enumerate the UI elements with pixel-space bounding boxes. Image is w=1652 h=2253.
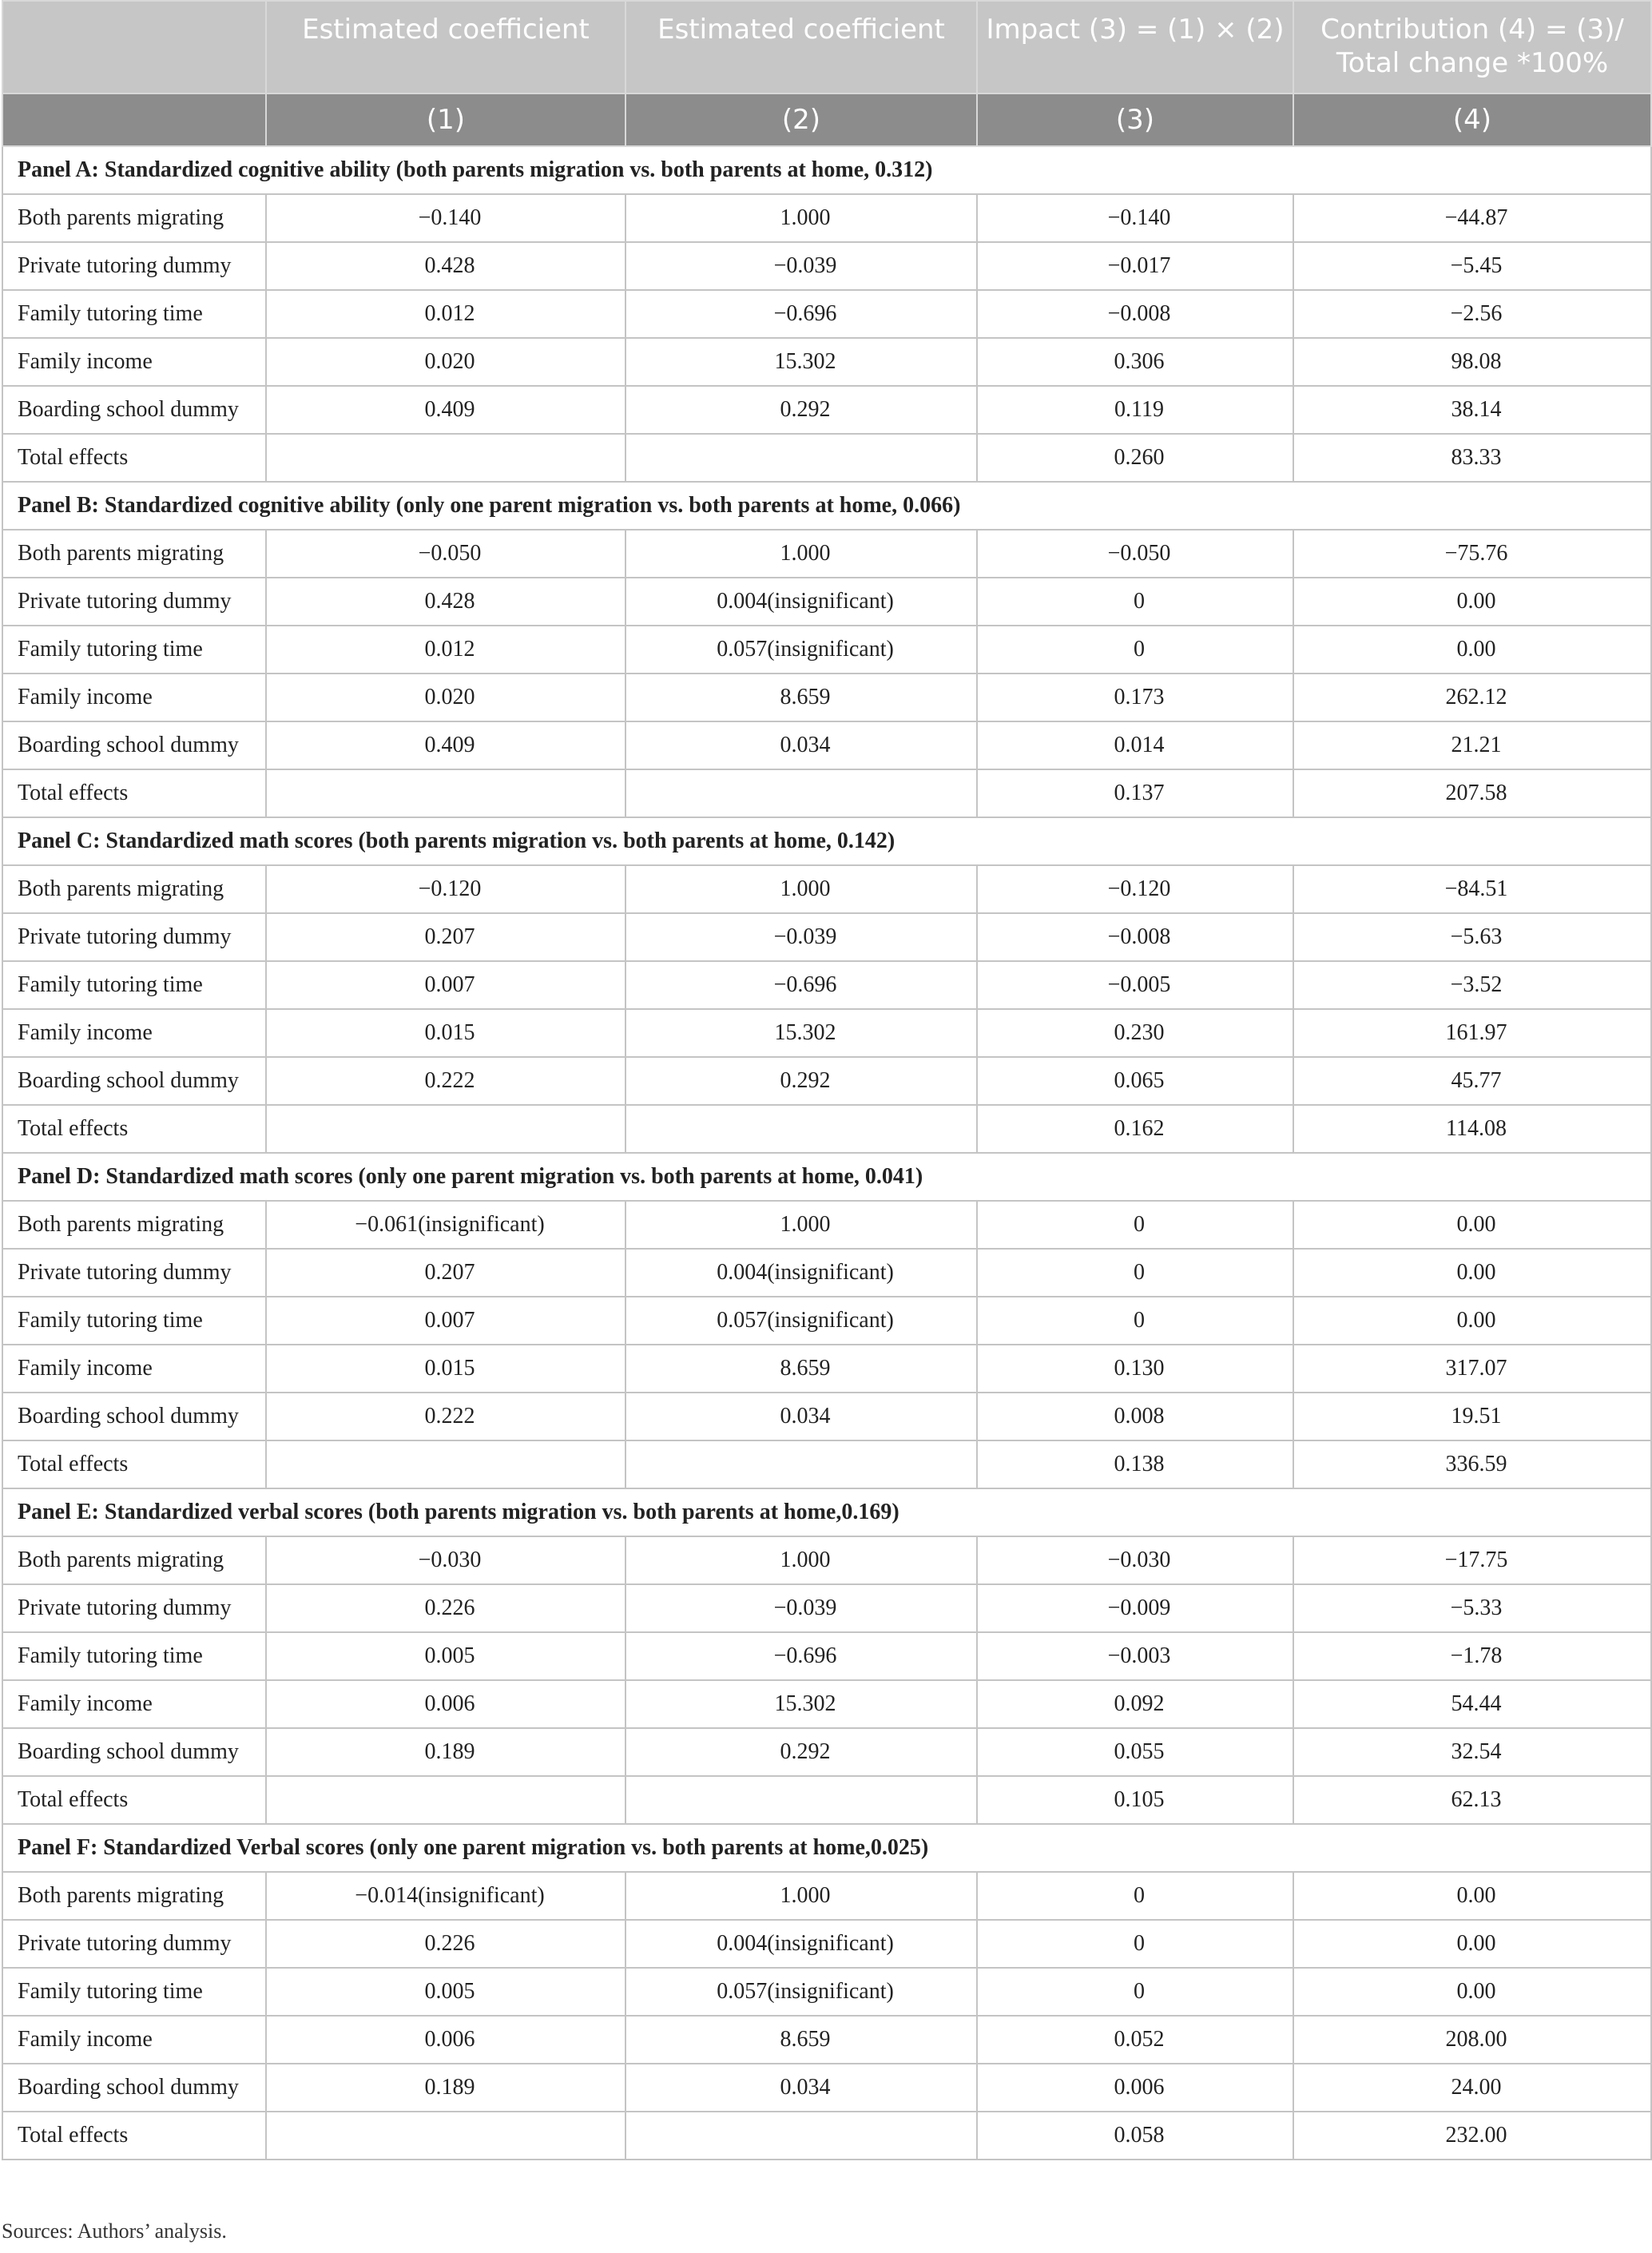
row-label: Boarding school dummy [2, 386, 266, 434]
coef-1-cell: 0.222 [266, 1057, 625, 1105]
contribution-cell: −5.45 [1293, 242, 1651, 290]
impact-cell: 0.058 [977, 2112, 1293, 2160]
table-row [2, 1728, 1651, 1776]
contribution-cell: 0.00 [1293, 1872, 1651, 1920]
table-row [2, 626, 1651, 674]
coef-2-cell [625, 1440, 977, 1488]
coef-1-cell: 0.020 [266, 338, 625, 386]
row-label: Private tutoring dummy [2, 913, 266, 961]
table-row [2, 1920, 1651, 1968]
contribution-cell: 62.13 [1293, 1776, 1651, 1824]
coef-2-cell: −0.039 [625, 913, 977, 961]
contribution-cell: −44.87 [1293, 194, 1651, 242]
coef-2-cell: 15.302 [625, 1009, 977, 1057]
contribution-cell: −3.52 [1293, 961, 1651, 1009]
row-label: Boarding school dummy [2, 1393, 266, 1440]
header-num-3: (3) [977, 93, 1293, 146]
coef-2-cell: 0.004(insignificant) [625, 1249, 977, 1297]
coef-1-cell: 0.226 [266, 1920, 625, 1968]
header-cell-contribution: Contribution (4) = (3)/ Total change *100% [1293, 1, 1651, 93]
coef-1-cell: 0.020 [266, 674, 625, 721]
header-row-titles [2, 1, 1651, 93]
header-num-empty [2, 93, 266, 146]
row-label: Family income [2, 1680, 266, 1728]
impact-cell: 0.130 [977, 1345, 1293, 1393]
coef-1-cell [266, 2112, 625, 2160]
header-cell-coef-1: Estimated coefficient [266, 1, 625, 93]
coef-2-cell: 1.000 [625, 1201, 977, 1249]
coef-1-cell: −0.050 [266, 530, 625, 578]
coef-2-cell: −0.039 [625, 242, 977, 290]
row-label: Family tutoring time [2, 1632, 266, 1680]
row-label: Both parents migrating [2, 865, 266, 913]
panel-title-row [2, 1153, 1651, 1201]
panel-title-row [2, 1824, 1651, 1872]
contribution-cell: 262.12 [1293, 674, 1651, 721]
coef-2-cell: 1.000 [625, 194, 977, 242]
contribution-cell: 0.00 [1293, 626, 1651, 674]
impact-cell: −0.005 [977, 961, 1293, 1009]
impact-cell: −0.003 [977, 1632, 1293, 1680]
coef-1-cell: 0.409 [266, 721, 625, 769]
contribution-cell: 336.59 [1293, 1440, 1651, 1488]
impact-cell: 0 [977, 1872, 1293, 1920]
panel-title-row [2, 146, 1651, 194]
table-row [2, 1680, 1651, 1728]
coef-1-cell [266, 1776, 625, 1824]
coef-2-cell [625, 1776, 977, 1824]
contribution-cell: −5.63 [1293, 913, 1651, 961]
contribution-cell: 0.00 [1293, 1201, 1651, 1249]
impact-cell: 0 [977, 1968, 1293, 2016]
contribution-cell: −17.75 [1293, 1536, 1651, 1584]
row-label: Private tutoring dummy [2, 578, 266, 626]
table-row [2, 1440, 1651, 1488]
table-row [2, 386, 1651, 434]
panel-title: Panel B: Standardized cognitive ability (only one parent migration vs. both parents at home, 0.066) [2, 482, 1651, 530]
coef-1-cell [266, 1440, 625, 1488]
table-row [2, 242, 1651, 290]
row-label: Private tutoring dummy [2, 1249, 266, 1297]
coef-2-cell: 1.000 [625, 530, 977, 578]
contribution-cell: 32.54 [1293, 1728, 1651, 1776]
contribution-cell: 54.44 [1293, 1680, 1651, 1728]
coef-1-cell: 0.226 [266, 1584, 625, 1632]
coef-1-cell: 0.005 [266, 1632, 625, 1680]
table-row [2, 1201, 1651, 1249]
row-label: Private tutoring dummy [2, 1920, 266, 1968]
row-label: Family tutoring time [2, 1968, 266, 2016]
row-label: Family tutoring time [2, 290, 266, 338]
coef-2-cell: −0.696 [625, 1632, 977, 1680]
row-label: Family tutoring time [2, 626, 266, 674]
coef-2-cell: 0.057(insignificant) [625, 626, 977, 674]
header-row-numbers [2, 93, 1651, 146]
impact-cell: 0.008 [977, 1393, 1293, 1440]
impact-cell: −0.140 [977, 194, 1293, 242]
coef-1-cell: 0.189 [266, 1728, 625, 1776]
coef-1-cell: 0.006 [266, 1680, 625, 1728]
contribution-cell: 45.77 [1293, 1057, 1651, 1105]
coef-2-cell: 15.302 [625, 338, 977, 386]
impact-cell: 0.138 [977, 1440, 1293, 1488]
row-label: Family tutoring time [2, 961, 266, 1009]
impact-cell: 0.052 [977, 2016, 1293, 2064]
coef-2-cell: 0.034 [625, 1393, 977, 1440]
table-row [2, 1297, 1651, 1345]
contribution-cell: 0.00 [1293, 1968, 1651, 2016]
row-label: Total effects [2, 434, 266, 482]
coef-2-cell [625, 769, 977, 817]
contribution-cell: 208.00 [1293, 2016, 1651, 2064]
table-row [2, 1009, 1651, 1057]
row-label: Family income [2, 1345, 266, 1393]
table-row [2, 530, 1651, 578]
header-cell-empty [2, 1, 266, 93]
contribution-cell: −2.56 [1293, 290, 1651, 338]
coef-2-cell [625, 1105, 977, 1153]
row-label: Both parents migrating [2, 1536, 266, 1584]
coef-1-cell: 0.189 [266, 2064, 625, 2112]
coef-1-cell: 0.428 [266, 242, 625, 290]
coef-2-cell: 0.004(insignificant) [625, 1920, 977, 1968]
row-label: Boarding school dummy [2, 1057, 266, 1105]
coef-1-cell: 0.207 [266, 913, 625, 961]
coef-1-cell: −0.030 [266, 1536, 625, 1584]
contribution-cell: 0.00 [1293, 578, 1651, 626]
contribution-cell: 161.97 [1293, 1009, 1651, 1057]
contribution-cell: 317.07 [1293, 1345, 1651, 1393]
contribution-cell: −1.78 [1293, 1632, 1651, 1680]
coef-2-cell: 0.057(insignificant) [625, 1297, 977, 1345]
impact-cell: 0 [977, 1249, 1293, 1297]
impact-cell: 0.055 [977, 1728, 1293, 1776]
coef-1-cell: 0.015 [266, 1345, 625, 1393]
row-label: Total effects [2, 1105, 266, 1153]
table-row [2, 1968, 1651, 2016]
table-row [2, 1345, 1651, 1393]
contribution-cell: −84.51 [1293, 865, 1651, 913]
coef-2-cell: 8.659 [625, 2016, 977, 2064]
impact-cell: 0.173 [977, 674, 1293, 721]
coef-1-cell: 0.005 [266, 1968, 625, 2016]
table-row [2, 865, 1651, 913]
row-label: Both parents migrating [2, 530, 266, 578]
impact-cell: 0.092 [977, 1680, 1293, 1728]
coef-1-cell: 0.409 [266, 386, 625, 434]
coef-1-cell [266, 434, 625, 482]
panel-title-row [2, 482, 1651, 530]
table-row [2, 578, 1651, 626]
coef-1-cell: 0.207 [266, 1249, 625, 1297]
contribution-cell: −75.76 [1293, 530, 1651, 578]
decomposition-table [2, 0, 1652, 2160]
table-row [2, 194, 1651, 242]
row-label: Total effects [2, 769, 266, 817]
coef-2-cell: 0.004(insignificant) [625, 578, 977, 626]
contribution-cell: 98.08 [1293, 338, 1651, 386]
header-num-2: (2) [625, 93, 977, 146]
impact-cell: 0.014 [977, 721, 1293, 769]
source-note: Sources: Authors’ analysis. [2, 2219, 227, 2243]
impact-cell: 0 [977, 1920, 1293, 1968]
table-row [2, 1776, 1651, 1824]
impact-cell: 0.306 [977, 338, 1293, 386]
coef-1-cell: 0.007 [266, 1297, 625, 1345]
coef-1-cell [266, 769, 625, 817]
row-label: Total effects [2, 1440, 266, 1488]
impact-cell: −0.017 [977, 242, 1293, 290]
table-row [2, 1105, 1651, 1153]
row-label: Family income [2, 2016, 266, 2064]
coef-2-cell: 8.659 [625, 674, 977, 721]
table-row [2, 338, 1651, 386]
header-num-1: (1) [266, 93, 625, 146]
row-label: Family income [2, 674, 266, 721]
impact-cell: 0 [977, 626, 1293, 674]
coef-2-cell: 0.292 [625, 1728, 977, 1776]
impact-cell: 0.230 [977, 1009, 1293, 1057]
panel-title: Panel C: Standardized math scores (both parents migration vs. both parents at home, 0.142) [2, 817, 1651, 865]
impact-cell: 0 [977, 578, 1293, 626]
table-body [2, 146, 1651, 2160]
contribution-cell: 24.00 [1293, 2064, 1651, 2112]
coef-2-cell: 0.292 [625, 1057, 977, 1105]
panel-title: Panel F: Standardized Verbal scores (only one parent migration vs. both parents at home,0.025) [2, 1824, 1651, 1872]
impact-cell: 0 [977, 1297, 1293, 1345]
coef-1-cell: 0.428 [266, 578, 625, 626]
panel-title: Panel A: Standardized cognitive ability (both parents migration vs. both parents at home, 0.312) [2, 146, 1651, 194]
table-row [2, 1872, 1651, 1920]
coef-1-cell: 0.222 [266, 1393, 625, 1440]
coef-1-cell: −0.014(insignificant) [266, 1872, 625, 1920]
coef-2-cell: 8.659 [625, 1345, 977, 1393]
coef-2-cell: −0.039 [625, 1584, 977, 1632]
impact-cell: 0.119 [977, 386, 1293, 434]
panel-title: Panel D: Standardized math scores (only one parent migration vs. both parents at home, 0.041) [2, 1153, 1651, 1201]
coef-2-cell: 0.057(insignificant) [625, 1968, 977, 2016]
contribution-cell: 207.58 [1293, 769, 1651, 817]
panel-title-row [2, 1488, 1651, 1536]
coef-1-cell: 0.012 [266, 290, 625, 338]
table-row [2, 2064, 1651, 2112]
row-label: Boarding school dummy [2, 2064, 266, 2112]
coef-2-cell [625, 2112, 977, 2160]
row-label: Boarding school dummy [2, 1728, 266, 1776]
row-label: Boarding school dummy [2, 721, 266, 769]
row-label: Total effects [2, 1776, 266, 1824]
table-row [2, 290, 1651, 338]
impact-cell: −0.009 [977, 1584, 1293, 1632]
panel-title: Panel E: Standardized verbal scores (both parents migration vs. both parents at home,0.169) [2, 1488, 1651, 1536]
row-label: Both parents migrating [2, 1201, 266, 1249]
row-label: Family income [2, 1009, 266, 1057]
coef-1-cell: −0.061(insignificant) [266, 1201, 625, 1249]
coef-1-cell: 0.012 [266, 626, 625, 674]
coef-2-cell: 1.000 [625, 1536, 977, 1584]
coef-1-cell: −0.140 [266, 194, 625, 242]
table-row [2, 2016, 1651, 2064]
impact-cell: 0.137 [977, 769, 1293, 817]
impact-cell: −0.008 [977, 913, 1293, 961]
row-label: Family tutoring time [2, 1297, 266, 1345]
coef-1-cell: 0.006 [266, 2016, 625, 2064]
table-row [2, 769, 1651, 817]
table-row [2, 913, 1651, 961]
contribution-cell: 114.08 [1293, 1105, 1651, 1153]
row-label: Both parents migrating [2, 194, 266, 242]
table-row [2, 961, 1651, 1009]
coef-2-cell: 0.292 [625, 386, 977, 434]
table-row [2, 1584, 1651, 1632]
impact-cell: −0.050 [977, 530, 1293, 578]
coef-1-cell [266, 1105, 625, 1153]
contribution-cell: −5.33 [1293, 1584, 1651, 1632]
row-label: Private tutoring dummy [2, 1584, 266, 1632]
impact-cell: 0.065 [977, 1057, 1293, 1105]
header-cell-impact: Impact (3) = (1) × (2) [977, 1, 1293, 93]
impact-cell: 0.105 [977, 1776, 1293, 1824]
impact-cell: −0.120 [977, 865, 1293, 913]
contribution-cell: 21.21 [1293, 721, 1651, 769]
impact-cell: 0 [977, 1201, 1293, 1249]
coef-1-cell: 0.015 [266, 1009, 625, 1057]
contribution-cell: 38.14 [1293, 386, 1651, 434]
table-row [2, 721, 1651, 769]
contribution-cell: 19.51 [1293, 1393, 1651, 1440]
impact-cell: 0.162 [977, 1105, 1293, 1153]
impact-cell: 0.260 [977, 434, 1293, 482]
impact-cell: 0.006 [977, 2064, 1293, 2112]
coef-2-cell: −0.696 [625, 290, 977, 338]
table-row [2, 1632, 1651, 1680]
table-row [2, 2112, 1651, 2160]
table-row [2, 1536, 1651, 1584]
row-label: Both parents migrating [2, 1872, 266, 1920]
coef-2-cell: 1.000 [625, 865, 977, 913]
panel-title-row [2, 817, 1651, 865]
table-row [2, 1393, 1651, 1440]
table-header [2, 1, 1651, 146]
header-cell-coef-2: Estimated coefficient [625, 1, 977, 93]
header-num-4: (4) [1293, 93, 1651, 146]
coef-2-cell: 0.034 [625, 2064, 977, 2112]
contribution-cell: 0.00 [1293, 1297, 1651, 1345]
table-row [2, 674, 1651, 721]
contribution-cell: 83.33 [1293, 434, 1651, 482]
contribution-cell: 232.00 [1293, 2112, 1651, 2160]
contribution-cell: 0.00 [1293, 1249, 1651, 1297]
table-row [2, 434, 1651, 482]
impact-cell: −0.008 [977, 290, 1293, 338]
table-row [2, 1249, 1651, 1297]
row-label: Family income [2, 338, 266, 386]
contribution-cell: 0.00 [1293, 1920, 1651, 1968]
coef-2-cell [625, 434, 977, 482]
table-row [2, 1057, 1651, 1105]
coef-2-cell: 15.302 [625, 1680, 977, 1728]
coef-2-cell: −0.696 [625, 961, 977, 1009]
impact-cell: −0.030 [977, 1536, 1293, 1584]
coef-2-cell: 0.034 [625, 721, 977, 769]
row-label: Total effects [2, 2112, 266, 2160]
row-label: Private tutoring dummy [2, 242, 266, 290]
coef-1-cell: −0.120 [266, 865, 625, 913]
coef-1-cell: 0.007 [266, 961, 625, 1009]
coef-2-cell: 1.000 [625, 1872, 977, 1920]
